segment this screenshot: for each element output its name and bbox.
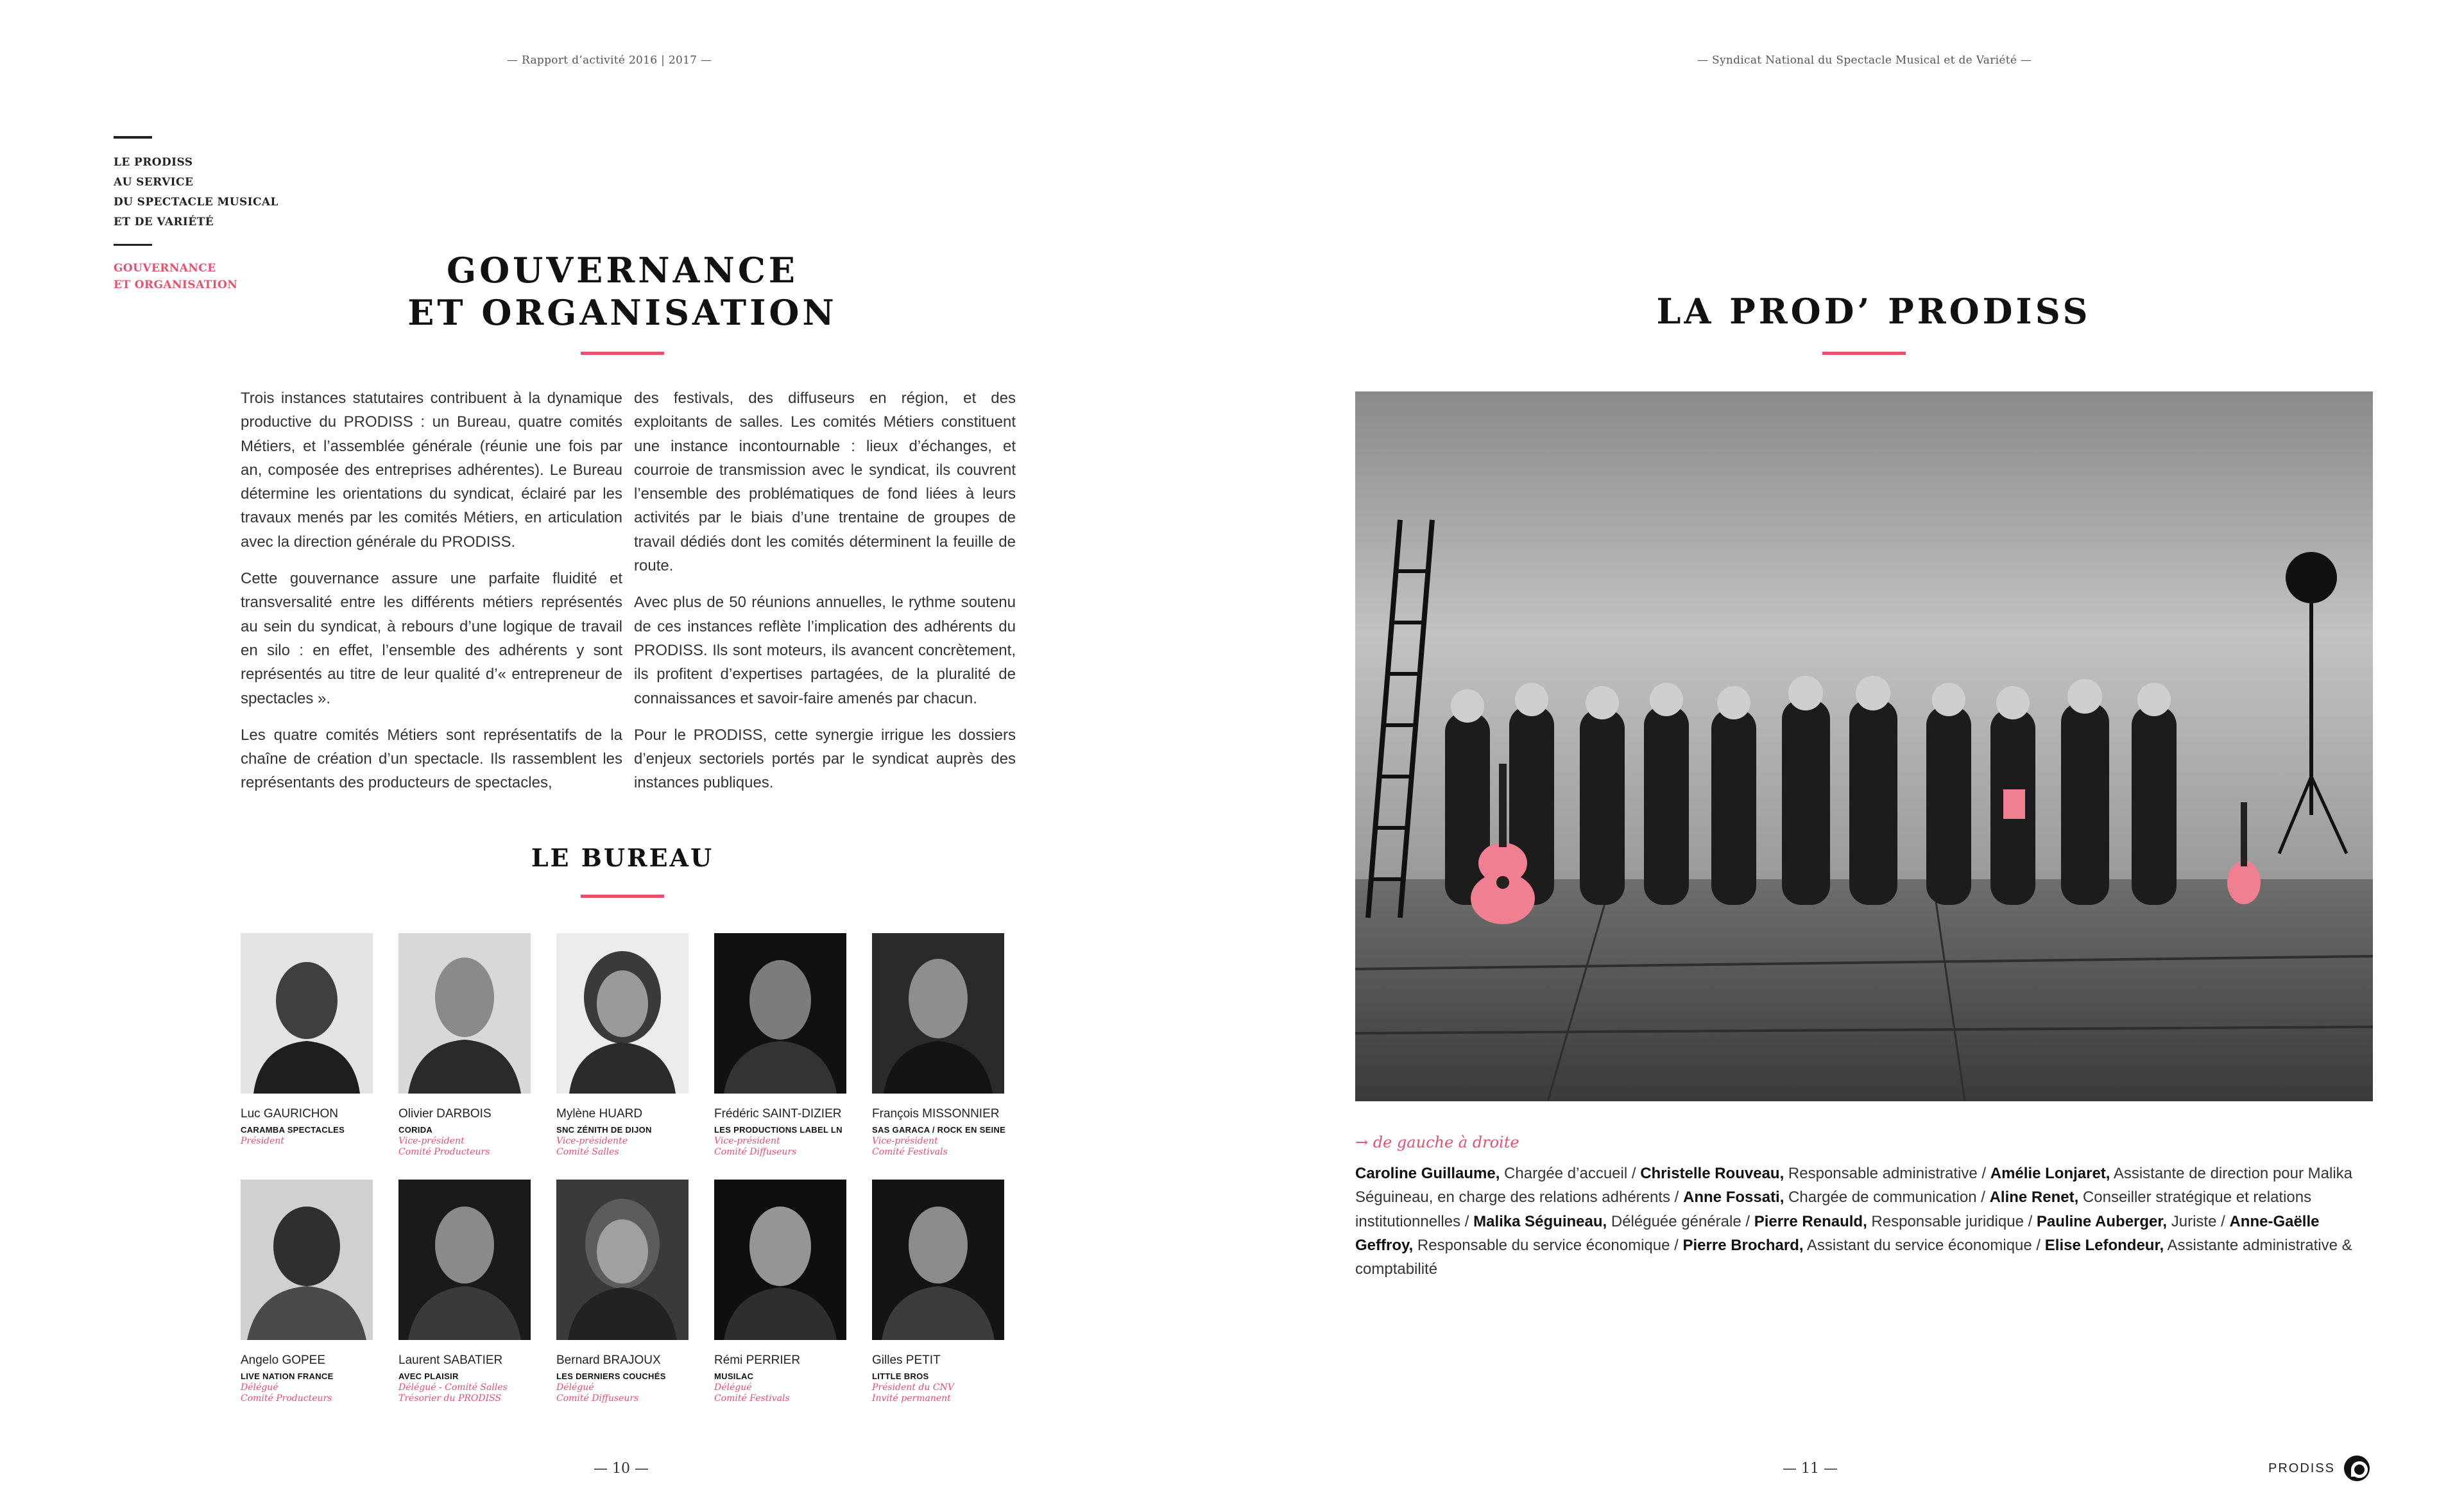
caption-role: Assistante administrative & comptabilité — [1355, 1236, 2352, 1278]
member-org: MUSILAC — [714, 1371, 754, 1381]
member-name: Laurent SABATIER — [398, 1353, 503, 1367]
body-paragraph: Cette gouvernance assure une parfaite fluidité et transversalité entre les différents métiers représentés au sein du syndicat, à rebours d’une logique de travail en silo : en effet, l’ensemble des adhérents y sont représentés au titre de leur qualité d’« entrepreneur de spectacles ». — [241, 570, 622, 707]
title-line-2: ET ORGANISATION — [407, 292, 837, 333]
side-nav-line[interactable]: DU SPECTACLE MUSICAL — [114, 196, 278, 209]
side-rule-top — [114, 136, 152, 139]
caption-role: Responsable administrative / — [1784, 1165, 1990, 1182]
member-role: Vice-président — [714, 1136, 780, 1146]
caption-name: Caroline Guillaume, — [1355, 1165, 1500, 1182]
member-name: Angelo GOPEE — [241, 1353, 326, 1367]
member-card — [714, 933, 846, 1158]
member-role: Comité Diffuseurs — [714, 1147, 797, 1157]
member-role: Invité permanent — [872, 1393, 951, 1404]
member-org: AVEC PLAISIR — [398, 1371, 459, 1381]
caption-role: Assistant du service économique / — [1803, 1236, 2045, 1254]
side-nav-active-line[interactable]: ET ORGANISATION — [114, 279, 238, 291]
body-column-2 — [634, 386, 1016, 808]
body-column-1 — [241, 386, 622, 808]
caption-name: Pierre Brochard, — [1682, 1236, 1804, 1254]
member-card — [872, 933, 1004, 1158]
side-nav-line[interactable]: AU SERVICE — [114, 176, 194, 189]
caption-name: Aline Renet, — [1989, 1189, 2079, 1207]
member-name: Gilles PETIT — [872, 1353, 941, 1367]
member-name: François MISSONNIER — [872, 1107, 1000, 1121]
bureau-accent-rule — [581, 895, 664, 898]
member-portrait — [241, 1180, 373, 1340]
side-navigation — [114, 136, 280, 293]
member-card — [556, 933, 689, 1158]
caption-name: Christelle Rouveau, — [1640, 1165, 1784, 1182]
page-number-left: — 10 — — [594, 1461, 649, 1477]
member-card — [398, 1180, 531, 1404]
caption-role: Déléguée générale / — [1607, 1212, 1754, 1230]
member-portrait — [714, 933, 846, 1094]
member-org: LITTLE BROS — [872, 1371, 929, 1381]
member-card — [398, 933, 531, 1158]
member-role: Comité Diffuseurs — [556, 1393, 639, 1404]
side-nav-line[interactable]: LE PRODISS — [114, 156, 193, 169]
member-portrait — [556, 933, 689, 1094]
member-portrait — [398, 933, 531, 1094]
team-photo — [1355, 391, 2373, 1101]
caption-role: Responsable juridique / — [1867, 1212, 2037, 1230]
member-role: Délégué — [241, 1382, 278, 1393]
caption-role: Responsable du service économique / — [1413, 1236, 1683, 1254]
member-card — [556, 1180, 689, 1404]
member-role: Comité Festivals — [714, 1393, 790, 1404]
page-title-prod: LA PROD’ PRODISS — [1656, 291, 2091, 332]
prodiss-logo-icon — [2344, 1456, 2370, 1481]
member-card — [872, 1180, 1004, 1404]
member-role: Délégué — [556, 1382, 594, 1393]
member-portrait — [714, 1180, 846, 1340]
member-role: Président — [241, 1136, 284, 1146]
member-role: Comité Producteurs — [398, 1147, 490, 1157]
caption-name: Elise Lefondeur, — [2044, 1236, 2164, 1254]
member-org: CORIDA — [398, 1125, 433, 1135]
member-role: Délégué - Comité Salles — [398, 1382, 508, 1393]
bureau-title: LE BUREAU — [531, 843, 714, 872]
member-portrait — [398, 1180, 531, 1340]
member-role: Comité Salles — [556, 1147, 619, 1157]
caption-role: Chargée de communication / — [1784, 1189, 1990, 1207]
caption-role: Juriste / — [2167, 1212, 2230, 1230]
side-nav-active-line[interactable]: GOUVERNANCE — [114, 262, 216, 275]
member-card — [714, 1180, 846, 1404]
running-head-left: — Rapport d’activité 2016 | 2017 — — [507, 54, 712, 67]
member-org: CARAMBA SPECTACLES — [241, 1125, 345, 1135]
member-role: Vice-président — [398, 1136, 465, 1146]
member-card — [241, 933, 373, 1147]
member-org: LIVE NATION FRANCE — [241, 1371, 334, 1381]
member-name: Olivier DARBOIS — [398, 1107, 492, 1121]
member-portrait — [556, 1180, 689, 1340]
body-paragraph: Avec plus de 50 réunions annuelles, le rythme soutenu de ces instances reflète l’implication des adhérents du PRODISS. Ils sont moteurs, ils avancent concrètement, ils profitent d’expertises partagées, de la pluralité de connaissances et savoir-faire amenés par chacun. — [634, 594, 1016, 707]
member-name: Rémi PERRIER — [714, 1353, 801, 1367]
member-name: Luc GAURICHON — [241, 1107, 339, 1121]
caption-name: Anne Fossati, — [1683, 1189, 1784, 1207]
caption-role: Assistante de direction pour Malika Séguineau, en charge des relations adhérents / — [1355, 1165, 2352, 1207]
title-accent-rule — [1822, 352, 1906, 355]
member-portrait — [872, 933, 1004, 1094]
member-role: Comité Producteurs — [241, 1393, 332, 1404]
member-portrait — [241, 933, 373, 1094]
member-role: Vice-présidente — [556, 1136, 628, 1146]
title-line-1: GOUVERNANCE — [447, 250, 798, 291]
member-org: LES PRODUCTIONS LABEL LN — [714, 1125, 843, 1135]
caption-name: Anne-Gaëlle Geffroy, — [1355, 1212, 2320, 1254]
member-role: Président du CNV — [872, 1382, 954, 1393]
member-org: SAS GARACA / ROCK EN SEINE — [872, 1125, 1006, 1135]
member-org: LES DERNIERS COUCHÉS — [556, 1371, 666, 1381]
page-number-right: — 11 — — [1783, 1461, 1838, 1477]
body-paragraph: Les quatre comités Métiers sont représentatifs de la chaîne de création d’un spectacle. Ils rassemblent les représentants des producteurs de spectacles, — [241, 726, 622, 792]
member-name: Bernard BRAJOUX — [556, 1353, 661, 1367]
caption-lead: → de gauche à droite — [1355, 1133, 1519, 1151]
member-org: SNC ZÉNITH DE DIJON — [556, 1125, 652, 1135]
body-paragraph: Pour le PRODISS, cette synergie irrigue les dossiers d’enjeux sectoriels portés par le syndicat auprès des instances publiques. — [634, 726, 1016, 792]
member-portrait — [872, 1180, 1004, 1340]
caption-role: Conseiller stratégique et relations institutionnelles / — [1355, 1189, 2312, 1230]
side-nav-line[interactable]: ET DE VARIÉTÉ — [114, 216, 214, 228]
side-rule-mid — [114, 244, 152, 246]
caption-name: Pauline Auberger, — [2036, 1212, 2168, 1230]
body-paragraph: des festivals, des diffuseurs en région, et des exploitants de salles. Les comités Métiers constituent une instance incontournable : lieux d’échanges, et courroie de transmission avec le syndicat, ils couvrent l’ensemble des problématiques de fond liées à leurs activités par le biais d’une trentaine de groupes de travail dédiés dont les comités déterminent la feuille de route. — [634, 390, 1016, 575]
member-card — [241, 1180, 373, 1404]
member-name: Mylène HUARD — [556, 1107, 643, 1121]
running-head-right: — Syndicat National du Spectacle Musical et de Variété — — [1697, 54, 2032, 67]
brand-wordmark: PRODISS — [2268, 1461, 2336, 1475]
member-role: Délégué — [714, 1382, 752, 1393]
member-name: Frédéric SAINT-DIZIER — [714, 1107, 842, 1121]
member-role: Comité Festivals — [872, 1147, 948, 1157]
caption-name: Amélie Lonjaret, — [1990, 1165, 2110, 1182]
page-title-gouvernance — [385, 249, 860, 334]
member-role: Trésorier du PRODISS — [398, 1393, 502, 1404]
title-accent-rule — [581, 352, 664, 355]
caption-name: Malika Séguineau, — [1473, 1212, 1607, 1230]
team-caption — [1355, 1162, 2375, 1281]
member-role: Vice-président — [872, 1136, 938, 1146]
body-paragraph: Trois instances statutaires contribuent à la dynamique productive du PRODISS : un Bureau, quatre comités Métiers, et l’assemblée générale (réunie une fois par an, composée des entreprises adhérentes). Le Bureau détermine les orientations du syndicat, éclairé par les travaux menés par les comités Métiers, en articulation avec la direction générale du PRODISS. — [241, 390, 622, 551]
caption-name: Pierre Renauld, — [1754, 1212, 1867, 1230]
caption-role: Chargée d’accueil / — [1500, 1165, 1641, 1182]
prodiss-brand[interactable] — [2268, 1456, 2370, 1481]
